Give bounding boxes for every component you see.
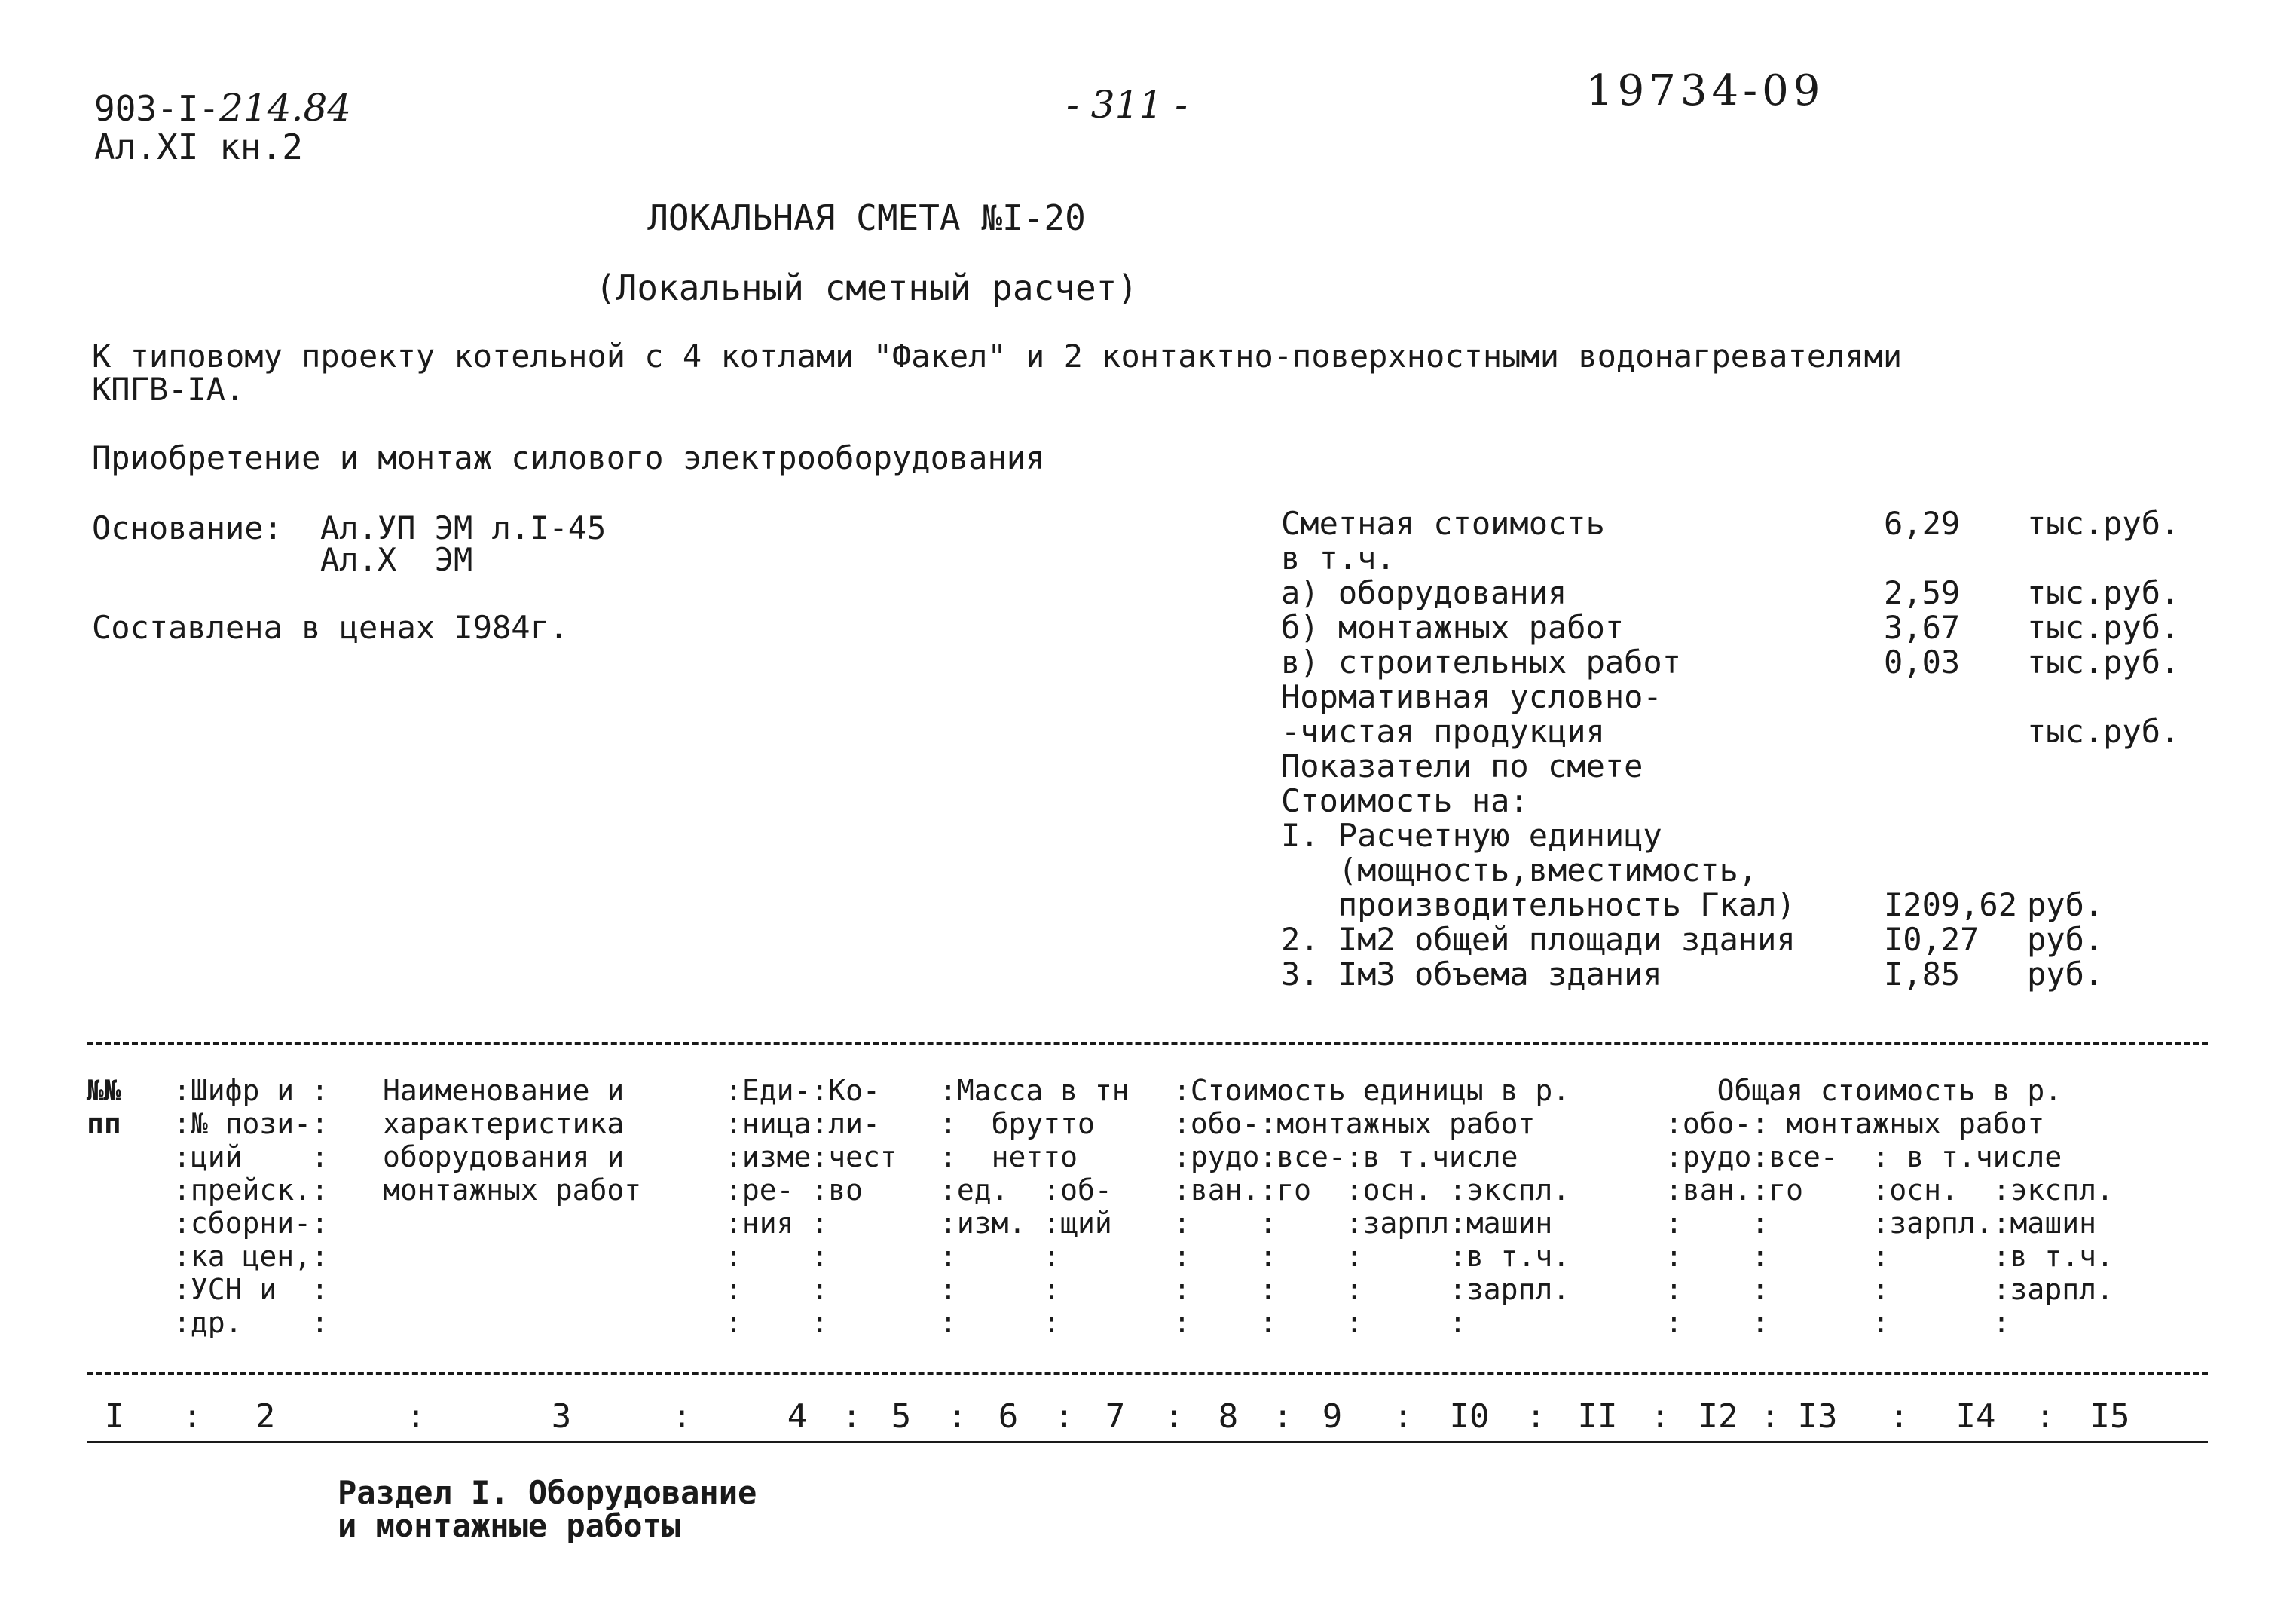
column-separator: : <box>2035 1397 2056 1436</box>
page-number: - 311 - <box>1066 83 1188 127</box>
document-code-print: 903-I- <box>94 88 220 129</box>
document-subtitle: (Локальный сметный расчет) <box>595 268 1139 308</box>
summary-value <box>1884 853 2027 888</box>
column-number: 6 <box>998 1397 1019 1436</box>
summary-value: I0,27 <box>1884 921 1980 958</box>
column-number: I0 <box>1449 1397 1490 1436</box>
summary-unit <box>2027 818 2261 853</box>
column-separator: : <box>1054 1397 1075 1436</box>
table-top-rule <box>87 1042 2208 1045</box>
summary-label: Нормативная условно- <box>1281 678 1662 715</box>
summary-row <box>1281 610 2261 645</box>
column-separator: : <box>1273 1397 1293 1436</box>
summary-value <box>1884 749 2027 784</box>
column-separator: : <box>1393 1397 1414 1436</box>
summary-value: 2,59 <box>1884 574 1961 611</box>
summary-row <box>1281 541 2261 576</box>
work-title: Приобретение и монтаж силового электрооборудования <box>92 439 1045 476</box>
summary-row <box>1281 749 2261 784</box>
summary-label: производительность Гкал) <box>1281 886 1796 923</box>
column-separator: : <box>1164 1397 1185 1436</box>
summary-label: Стоимость на: <box>1281 782 1529 819</box>
summary-value: I209,62 <box>1884 886 2018 923</box>
column-number: 4 <box>787 1397 808 1436</box>
document-code-handwritten: 214.84 <box>219 86 352 130</box>
summary-unit: руб. <box>2027 921 2104 958</box>
project-description-line1: К типовому проекту котельной с 4 котлами "Факел" и 2 контактно-поверхностными водонагревателями <box>92 338 1903 375</box>
basis-label: Основание: <box>92 509 283 546</box>
summary-unit: тыс.руб. <box>2027 574 2180 611</box>
price-basis: Составлена в ценах I984г. <box>92 609 569 646</box>
summary-unit <box>2027 749 2261 784</box>
basis-line1: Ал.УП ЭМ л.I-45 <box>320 509 607 546</box>
summary-unit <box>2027 680 2261 714</box>
summary-unit: тыс.руб. <box>2027 713 2180 750</box>
summary-label: а) оборудования <box>1281 574 1567 611</box>
column-separator: : <box>1760 1397 1781 1436</box>
column-header-number: №№ пп <box>87 1074 121 1140</box>
column-header-total-cost: Общая стоимость в р. :обо-: монтажных работ :рудо:все- : в т.числе :ван.:го :осн. :экспл. : : :зарпл.:машин : : : :в т.ч. : : : :зарпл. : : : : <box>1665 1074 2114 1339</box>
summary-unit <box>2027 853 2261 888</box>
column-number: 9 <box>1322 1397 1343 1436</box>
summary-value <box>1884 818 2027 853</box>
summary-unit <box>2027 784 2261 818</box>
summary-unit: руб. <box>2027 956 2104 993</box>
column-separator: : <box>182 1397 203 1436</box>
column-separator: : <box>1650 1397 1671 1436</box>
summary-row <box>1281 957 2261 992</box>
summary-label: I. Расчетную единицу <box>1281 817 1662 854</box>
summary-value <box>1884 784 2027 818</box>
column-number: 7 <box>1105 1397 1126 1436</box>
column-number: 8 <box>1218 1397 1239 1436</box>
summary-unit: тыс.руб. <box>2027 609 2180 646</box>
summary-value: I,85 <box>1884 956 1961 993</box>
document-title: ЛОКАЛЬНАЯ СМЕТА №I-20 <box>647 197 1086 238</box>
summary-label: 2. Iм2 общей площади здания <box>1281 921 1796 958</box>
column-number: II <box>1577 1397 1618 1436</box>
summary-label: Сметная стоимость <box>1281 505 1605 542</box>
summary-value: 3,67 <box>1884 609 1961 646</box>
column-separator: : <box>842 1397 862 1436</box>
summary-row <box>1281 576 2261 610</box>
summary-row <box>1281 680 2261 714</box>
summary-label: б) монтажных работ <box>1281 609 1625 646</box>
column-number: 2 <box>255 1397 276 1436</box>
column-number: I5 <box>2090 1397 2130 1436</box>
summary-row <box>1281 784 2261 818</box>
summary-label: 3. Iм3 объема здания <box>1281 956 1662 993</box>
summary-row <box>1281 714 2261 749</box>
summary-row <box>1281 818 2261 853</box>
summary-row <box>1281 645 2261 680</box>
summary-label: в) строительных работ <box>1281 644 1682 681</box>
section-heading-line1: Раздел I. Оборудование <box>338 1474 757 1511</box>
column-number: I <box>104 1397 125 1436</box>
document-code <box>94 86 352 130</box>
column-number: I4 <box>1955 1397 1996 1436</box>
column-header-unit-cost: :Стоимость единицы в р. :обо-:монтажных работ :рудо:все-:в т.числе :ван.:го :осн. :экспл. : : :зарпл:машин : : : :в т.ч. : : : :зарпл. : : : : <box>1173 1074 1570 1339</box>
project-description-line2: КПГВ-IA. <box>92 371 245 408</box>
summary-label: в т.ч. <box>1281 540 1396 577</box>
summary-value <box>1884 714 2027 749</box>
column-number: 3 <box>551 1397 572 1436</box>
column-header-mass: :Масса в тн : брутто : нетто :ед. :об- :изм. :щий : : : : : : <box>940 1074 1130 1339</box>
column-header-name: Наименование и характеристика оборудования и монтажных работ <box>383 1074 642 1207</box>
summary-row <box>1281 888 2261 922</box>
column-separator: : <box>671 1397 692 1436</box>
summary-unit: тыс.руб. <box>2027 505 2180 542</box>
table-header-rule <box>87 1372 2208 1375</box>
column-number: 5 <box>891 1397 912 1436</box>
column-separator: : <box>947 1397 968 1436</box>
summary-unit <box>2027 541 2261 576</box>
column-separator: : <box>1889 1397 1909 1436</box>
summary-value: 6,29 <box>1884 505 1961 542</box>
column-number: I2 <box>1698 1397 1738 1436</box>
section-heading-line2: и монтажные работы <box>338 1507 681 1544</box>
summary-row <box>1281 853 2261 888</box>
column-header-code: :Шифр и : :№ пози-: :ций : :прейск.: :сборни-: :ка цен,: :УСН и : :др. : <box>173 1074 329 1339</box>
column-header-unit-quantity: :Еди-:Ко- :ница:ли- :изме:чест :ре- :во :ния : : : : : : : <box>725 1074 897 1339</box>
summary-row <box>1281 922 2261 957</box>
summary-row <box>1281 506 2261 541</box>
column-separator: : <box>1526 1397 1546 1436</box>
summary-value <box>1884 680 2027 714</box>
summary-label: -чистая продукция <box>1281 713 1605 750</box>
archive-number: 19734-09 <box>1586 66 1825 115</box>
column-numbers-rule <box>87 1441 2208 1443</box>
summary-label: Показатели по смете <box>1281 748 1643 785</box>
column-number: I3 <box>1797 1397 1838 1436</box>
album-reference: Ал.XI кн.2 <box>94 127 303 167</box>
summary-label: (мощность,вместимость, <box>1281 852 1758 889</box>
summary-unit: тыс.руб. <box>2027 644 2180 681</box>
column-separator: : <box>405 1397 426 1436</box>
summary-unit: руб. <box>2027 886 2104 923</box>
basis-line2: Ал.Х ЭМ <box>320 541 473 578</box>
summary-value <box>1884 541 2027 576</box>
summary-value: 0,03 <box>1884 644 1961 681</box>
